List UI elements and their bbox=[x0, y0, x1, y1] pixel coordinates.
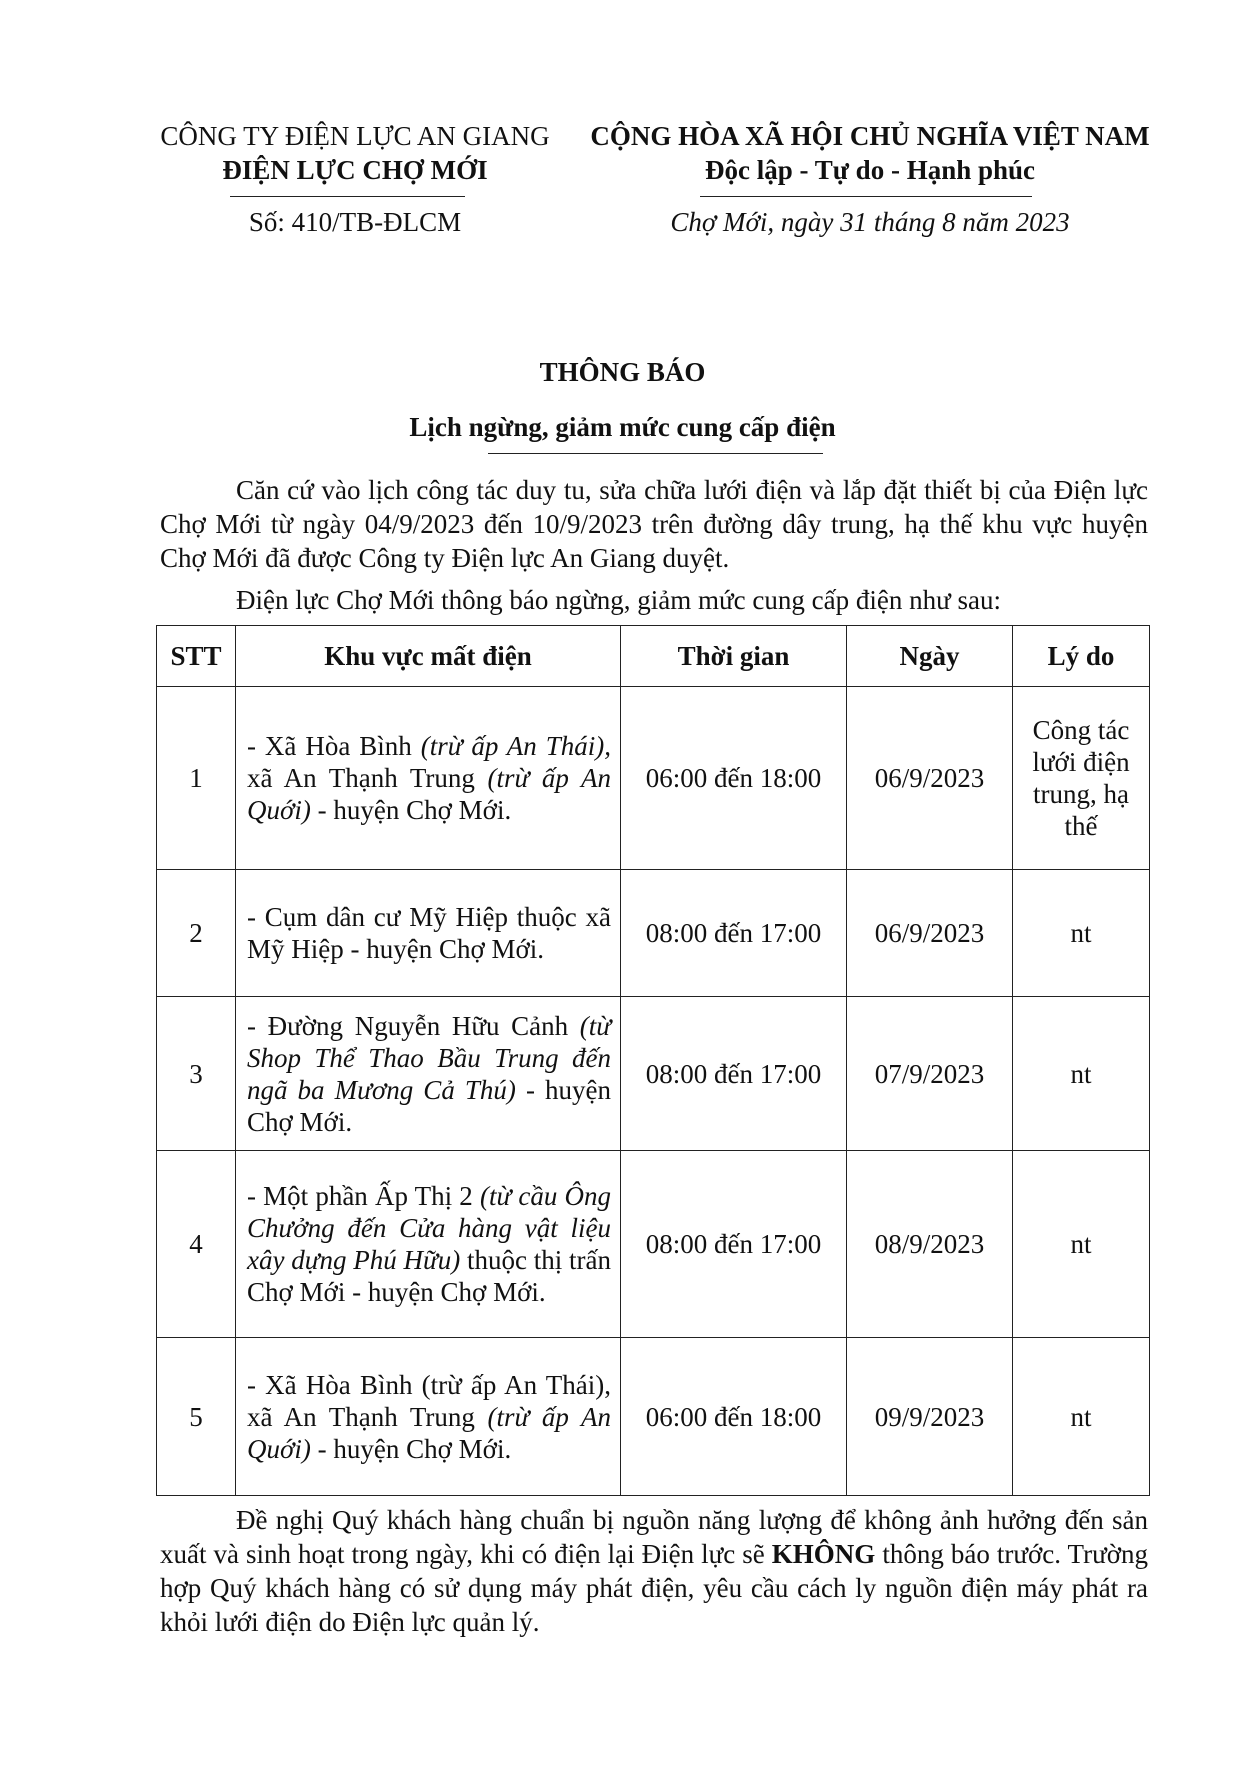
row-area bbox=[236, 687, 621, 870]
org-underline bbox=[230, 196, 465, 197]
area-segment: - Xã Hòa Bình bbox=[247, 731, 421, 761]
row-time: 08:00 đến 17:00 bbox=[621, 1151, 847, 1338]
table-header-row bbox=[157, 626, 1150, 687]
area-segment: - huyện Chợ Mới. bbox=[310, 795, 512, 825]
row-reason: nt bbox=[1013, 1338, 1150, 1496]
area-segment: - huyện Chợ Mới. bbox=[310, 1433, 512, 1464]
row-date: 09/9/2023 bbox=[847, 1338, 1013, 1496]
intro-text: Căn cứ vào lịch công tác duy tu, sửa chữa lưới điện và lắp đặt thiết bị của Điện lực Chợ Mới từ ngày 04/9/2023 đến 10/9/2023 trên đường dây trung, hạ thế khu vực huyện Chợ Mới đã được Công ty Điện lực An Giang duyệt. bbox=[160, 475, 1148, 573]
area-segment: - Xã Hòa Bình (trừ ấp An Thái), xã An Thạnh Trung bbox=[247, 1369, 611, 1432]
header-area: Khu vực mất điện bbox=[236, 626, 621, 687]
motto-underline bbox=[700, 196, 1032, 197]
row-date: 06/9/2023 bbox=[847, 870, 1013, 997]
header-time: Thời gian bbox=[621, 626, 847, 687]
header-date: Ngày bbox=[847, 626, 1013, 687]
row-time: 06:00 đến 18:00 bbox=[621, 1338, 847, 1496]
area-segment: (trừ ấp An Quới) bbox=[247, 1401, 612, 1464]
row-stt: 3 bbox=[157, 997, 236, 1151]
header-stt: STT bbox=[157, 626, 236, 687]
row-stt: 1 bbox=[157, 687, 236, 870]
table-row bbox=[157, 997, 1150, 1151]
notice-subtitle: Lịch ngừng, giảm mức cung cấp điện bbox=[409, 412, 836, 442]
org-parent: CÔNG TY ĐIỆN LỰC AN GIANG bbox=[160, 121, 550, 151]
table-row bbox=[157, 870, 1150, 997]
row-stt: 5 bbox=[157, 1338, 236, 1496]
org-unit: ĐIỆN LỰC CHỢ MỚI bbox=[222, 155, 488, 185]
row-time: 08:00 đến 17:00 bbox=[621, 997, 847, 1151]
document-number: Số: 410/TB-ĐLCM bbox=[248, 207, 462, 237]
row-date: 08/9/2023 bbox=[847, 1151, 1013, 1338]
row-reason: nt bbox=[1013, 870, 1150, 997]
row-date: 07/9/2023 bbox=[847, 997, 1013, 1151]
row-area bbox=[236, 997, 621, 1151]
subtitle-underline bbox=[488, 453, 823, 454]
table-row bbox=[157, 687, 1150, 870]
area-segment: - Cụm dân cư Mỹ Hiệp thuộc xã Mỹ Hiệp - huyện Chợ Mới. bbox=[247, 902, 611, 964]
area-segment: - Một phần Ấp Thị 2 bbox=[247, 1181, 480, 1211]
row-stt: 2 bbox=[157, 870, 236, 997]
closing-text-2: thông báo trước. Trường hợp Quý khách hàng có sử dụng máy phát điện, yêu cầu cách ly nguồn điện máy phát ra khỏi lưới điện do Điện lực quản lý. bbox=[160, 1539, 1148, 1637]
row-area bbox=[236, 870, 621, 997]
area-segment: (từ Shop Thể Thao Bầu Trung đến ngã ba Mương Cả Thú) bbox=[247, 1010, 611, 1105]
table-row bbox=[157, 1151, 1150, 1338]
row-reason: nt bbox=[1013, 1151, 1150, 1338]
area-segment: xã An Thạnh Trung bbox=[247, 763, 488, 793]
table-row bbox=[157, 1338, 1150, 1496]
notice-title: THÔNG BÁO bbox=[539, 357, 706, 387]
row-stt: 4 bbox=[157, 1151, 236, 1338]
area-segment: - huyện Chợ Mới. bbox=[247, 1074, 611, 1137]
lead-text: Điện lực Chợ Mới thông báo ngừng, giảm mức cung cấp điện như sau: bbox=[236, 585, 1001, 615]
row-reason: nt bbox=[1013, 997, 1150, 1151]
row-time: 08:00 đến 17:00 bbox=[621, 870, 847, 997]
row-date: 06/9/2023 bbox=[847, 687, 1013, 870]
area-segment: thuộc thị trấn Chợ Mới - huyện Chợ Mới. bbox=[247, 1245, 611, 1307]
row-reason: Công tác lưới điện trung, hạ thế bbox=[1013, 687, 1150, 870]
outage-schedule-table bbox=[156, 625, 1150, 1496]
row-time: 06:00 đến 18:00 bbox=[621, 687, 847, 870]
area-segment: (từ cầu Ông Chưởng đến Cửa hàng vật liệu xây dựng Phú Hữu) bbox=[247, 1181, 611, 1275]
lead-paragraph bbox=[160, 583, 1148, 617]
national-motto: Độc lập - Tự do - Hạnh phúc bbox=[704, 155, 1036, 185]
row-area bbox=[236, 1151, 621, 1338]
intro-paragraph bbox=[160, 473, 1148, 575]
closing-text-1: Đề nghị Quý khách hàng chuẩn bị nguồn năng lượng để không ảnh hưởng đến sản xuất và sinh hoạt trong ngày, khi có điện lại Điện lực sẽ bbox=[160, 1505, 1148, 1569]
header-reason: Lý do bbox=[1013, 626, 1150, 687]
area-segment: (trừ ấp An Thái), bbox=[420, 731, 611, 761]
row-area bbox=[236, 1338, 621, 1496]
place-date: Chợ Mới, ngày 31 tháng 8 năm 2023 bbox=[670, 207, 1070, 237]
republic-title: CỘNG HÒA XÃ HỘI CHỦ NGHĨA VIỆT NAM bbox=[590, 121, 1150, 151]
area-segment: - Đường Nguyễn Hữu Cảnh bbox=[247, 1010, 580, 1041]
closing-bold: KHÔNG bbox=[771, 1539, 876, 1569]
area-segment: (trừ ấp An Quới) bbox=[247, 763, 612, 825]
closing-paragraph bbox=[160, 1503, 1148, 1639]
table-body bbox=[157, 687, 1150, 1496]
